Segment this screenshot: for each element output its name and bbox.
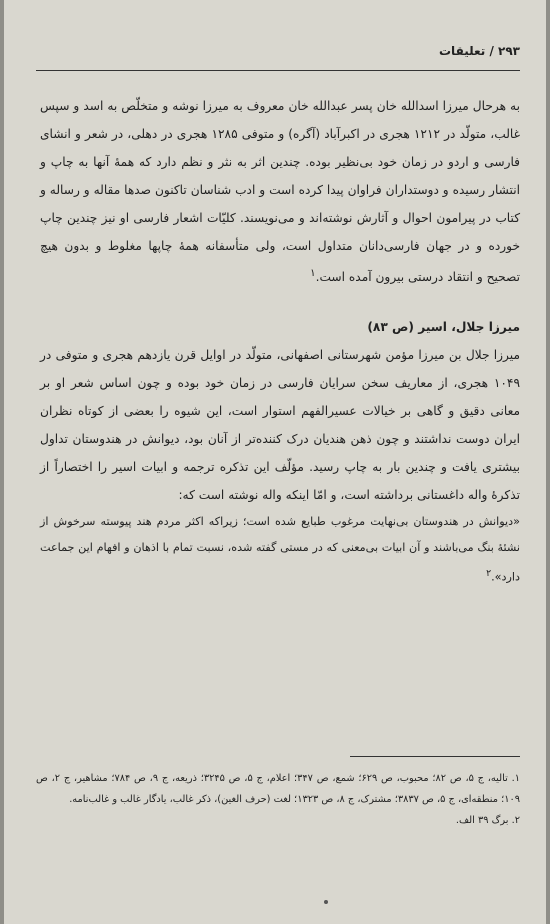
running-header: ۲۹۳ / تعلیقات (439, 44, 520, 58)
footnote-rule (350, 756, 520, 757)
footnote-ref-1: ۱ (310, 268, 316, 279)
footnote-1: ۱. تالیه، ج ۵، ص ۸۲؛ محبوب، ص ۶۲۹؛ شمع، ص ۳۴۷؛ اعلام، ج ۵، ص ۳۲۴۵؛ ذریعه، ج ۹، ص ۷۸۴؛ مشاهیر، ج ۲، ص ۱۰۹؛ منطقه‌ای، ج ۵، ص ۳۸۳۷؛ مشترک، ج ۸، ص ۱۳۲۳؛ لغت (حرف الغین)، ذکر غالب، یادگار غالب و غالب‌نامه. (36, 773, 520, 805)
footnote-ref-2: ۲ (486, 568, 492, 580)
header-rule (36, 70, 520, 71)
footnotes (36, 768, 520, 831)
page-mark (324, 900, 328, 904)
block-quote: «دیوانش در هندوستان بی‌نهایت مرغوب طبایع شده است؛ زیراکه اکثر مردم هند پیوسته سرخوش از نشئهٔ بنگ می‌باشند و آن ابیات بی‌معنی که در مستی گفته شده، نسبت تمام با اذهان و افهام این جماعت دارد».$^۲$ (40, 515, 520, 584)
body-text (40, 92, 520, 591)
footnote-2: ۲. برگ ۳۹ الف. (455, 815, 520, 826)
section-heading: میرزا جلال، اسیر (ص ۸۳) (367, 320, 520, 335)
paragraph-ghalib: به هرحال میرزا اسدالله خان پسر عبدالله خان معروف به میرزا نوشه و متخلّص به اسد و سپس غالب، متولّد در ۱۲۱۲ هجری در اکبرآباد (آگره) و متوفی ۱۲۸۵ هجری در دهلی، در شعر و انشای فارسی و اردو در زمان خود بی‌نظیر بوده. چندین اثر به نثر و نظم دارد که همهٔ آنها به چاپ و انتشار رسیده و دوستداران فراوان پیدا کرده است و ادب شناسان تاکنون صدها مقاله و رساله و کتاب در پیرامون احوال و آثارش نوشته‌اند و می‌نویسند. کلیّات اشعار فارسی او نیز چندین چاپ خورده و در جهان فارسی‌دانان متداول است، ولی متأسفانه همهٔ چاپها مغلوط و بدون هیچ تصحیح و انتقاد درستی بیرون آمده است.$^۱$ (40, 99, 520, 285)
paragraph-asir: میرزا جلال بن میرزا مؤمن شهرستانی اصفهانی، متولّد در اوایل قرن یازدهم هجری و متوفی در ۱۰۴۹ هجری، از معاریف سخن سرایان فارسی در زمان خود بوده و چون اساس شعر او بر معانی دقیق و گاهی بر خیالات عسیرالفهم استوار است، این شیوه را بعضی از کوتاه نظران ایران دوست نداشتند و چون ذهن هندیان درک کننده‌تر از آنان بود، دیوانش در هندوستان تداول بیشتری یافت و چندین بار به چاپ رسید. مؤلّف این تذکره ترجمه و ابیات اسیر را اختصاراً از تذکرهٔ واله داغستانی برداشته است، و امّا اینکه واله نوشته است که: (40, 348, 520, 503)
paragraph-ghalib-text: به هرحال میرزا اسدالله خان پسر عبدالله خان معروف به میرزا نوشه و متخلّص به اسد و سپس غالب، متولّد در ۱۲۱۲ هجری در اکبرآباد (آگره) و متوفی ۱۲۸۵ هجری در دهلی، در شعر و انشای فارسی و اردو در زمان خود بی‌نظیر بوده. چندین اثر به نثر و نظم دارد که همهٔ آنها به چاپ و انتشار رسیده و دوستداران فراوان پیدا کرده است و ادب شناسان تاکنون صدها مقاله و رساله و کتاب در پیرامون احوال و آثارش نوشته‌اند و می‌نویسند. کلیّات اشعار فارسی او نیز چندین چاپ خورده و در جهان فارسی‌دانان متداول است، ولی متأسفانه همهٔ چاپها مغلوط و بدون هیچ تصحیح و انتقاد درستی بیرون آمده است (40, 99, 520, 285)
block-quote-text: «دیوانش در هندوستان بی‌نهایت مرغوب طبایع شده است؛ زیراکه اکثر مردم هند پیوسته سرخوش از نشئهٔ بنگ می‌باشند و آن ابیات بی‌معنی که در مستی گفته شده، نسبت تمام با اذهان و افهام این جماعت دارد» (40, 515, 520, 584)
book-page (4, 0, 546, 924)
